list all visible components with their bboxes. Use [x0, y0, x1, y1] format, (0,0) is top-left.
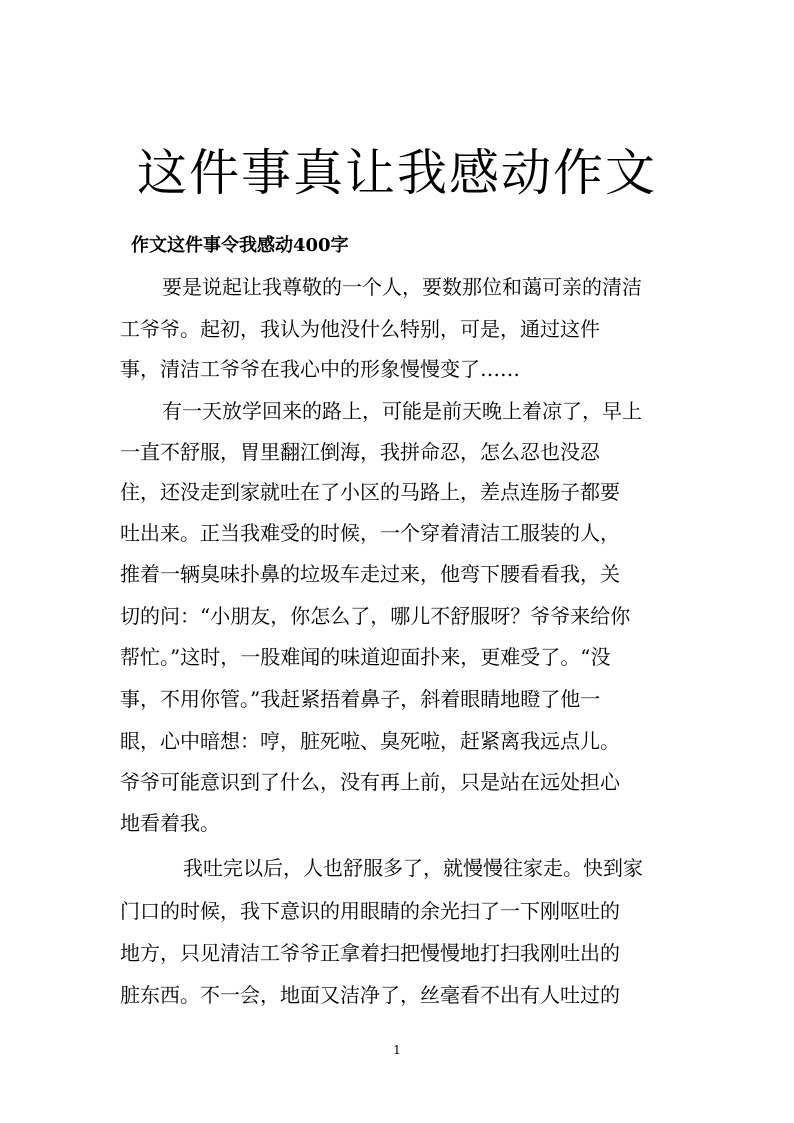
document-subtitle: 作文这件事令我感动400字 [131, 235, 349, 256]
paragraph-line: 我吐完以后，人也舒服多了，就慢慢往家走。快到家 [183, 856, 643, 880]
paragraph-line: 要是说起让我尊敬的一个人，要数那位和蔼可亲的清洁 [162, 275, 642, 299]
paragraph-line: 眼，心中暗想：哼，脏死啦、臭死啦，赶紧离我远点儿。 [120, 729, 620, 753]
paragraph-line: 脏东西。不一会，地面又洁净了，丝毫看不出有人吐过的 [120, 983, 620, 1007]
paragraph-line: 门口的时候，我下意识的用眼睛的余光扫了一下刚呕吐的 [120, 899, 620, 923]
paragraph-line: 工爷爷。起初，我认为他没什么特别，可是，通过这件 [120, 317, 600, 341]
paragraph-line: 有一天放学回来的路上，可能是前天晚上着凉了，早上 [162, 399, 642, 423]
paragraph-line: 帮忙。”这时，一股难闻的味道迎面扑来，更难受了。“没 [120, 645, 611, 669]
paragraph-line: 事，不用你管。”我赶紧捂着鼻子，斜着眼睛地瞪了他一 [120, 687, 601, 711]
page-number: 1 [393, 1043, 401, 1057]
paragraph-line: 一直不舒服，胃里翻江倒海，我拼命忍，怎么忍也没忍 [120, 440, 600, 464]
document-title: 这件事真让我感动作文 [137, 144, 657, 202]
paragraph-line: 地方，只见清洁工爷爷正拿着扫把慢慢地打扫我刚吐出的 [120, 941, 620, 965]
paragraph-line: 推着一辆臭味扑鼻的垃圾车走过来，他弯下腰看看我，关 [120, 562, 620, 586]
paragraph-line: 吐出来。正当我难受的时候，一个穿着清洁工服装的人， [120, 521, 620, 545]
paragraph-line: 爷爷可能意识到了什么，没有再上前，只是站在远处担心 [120, 770, 620, 794]
paragraph-line: 切的问：“小朋友，你怎么了，哪儿不舒服呀？爷爷来给你 [120, 604, 631, 628]
paragraph-line: 事，清洁工爷爷在我心中的形象慢慢变了…… [120, 357, 520, 381]
paragraph-line: 地看着我。 [120, 811, 220, 835]
paragraph-line: 住，还没走到家就吐在了小区的马路上，差点连肠子都要 [120, 480, 620, 504]
